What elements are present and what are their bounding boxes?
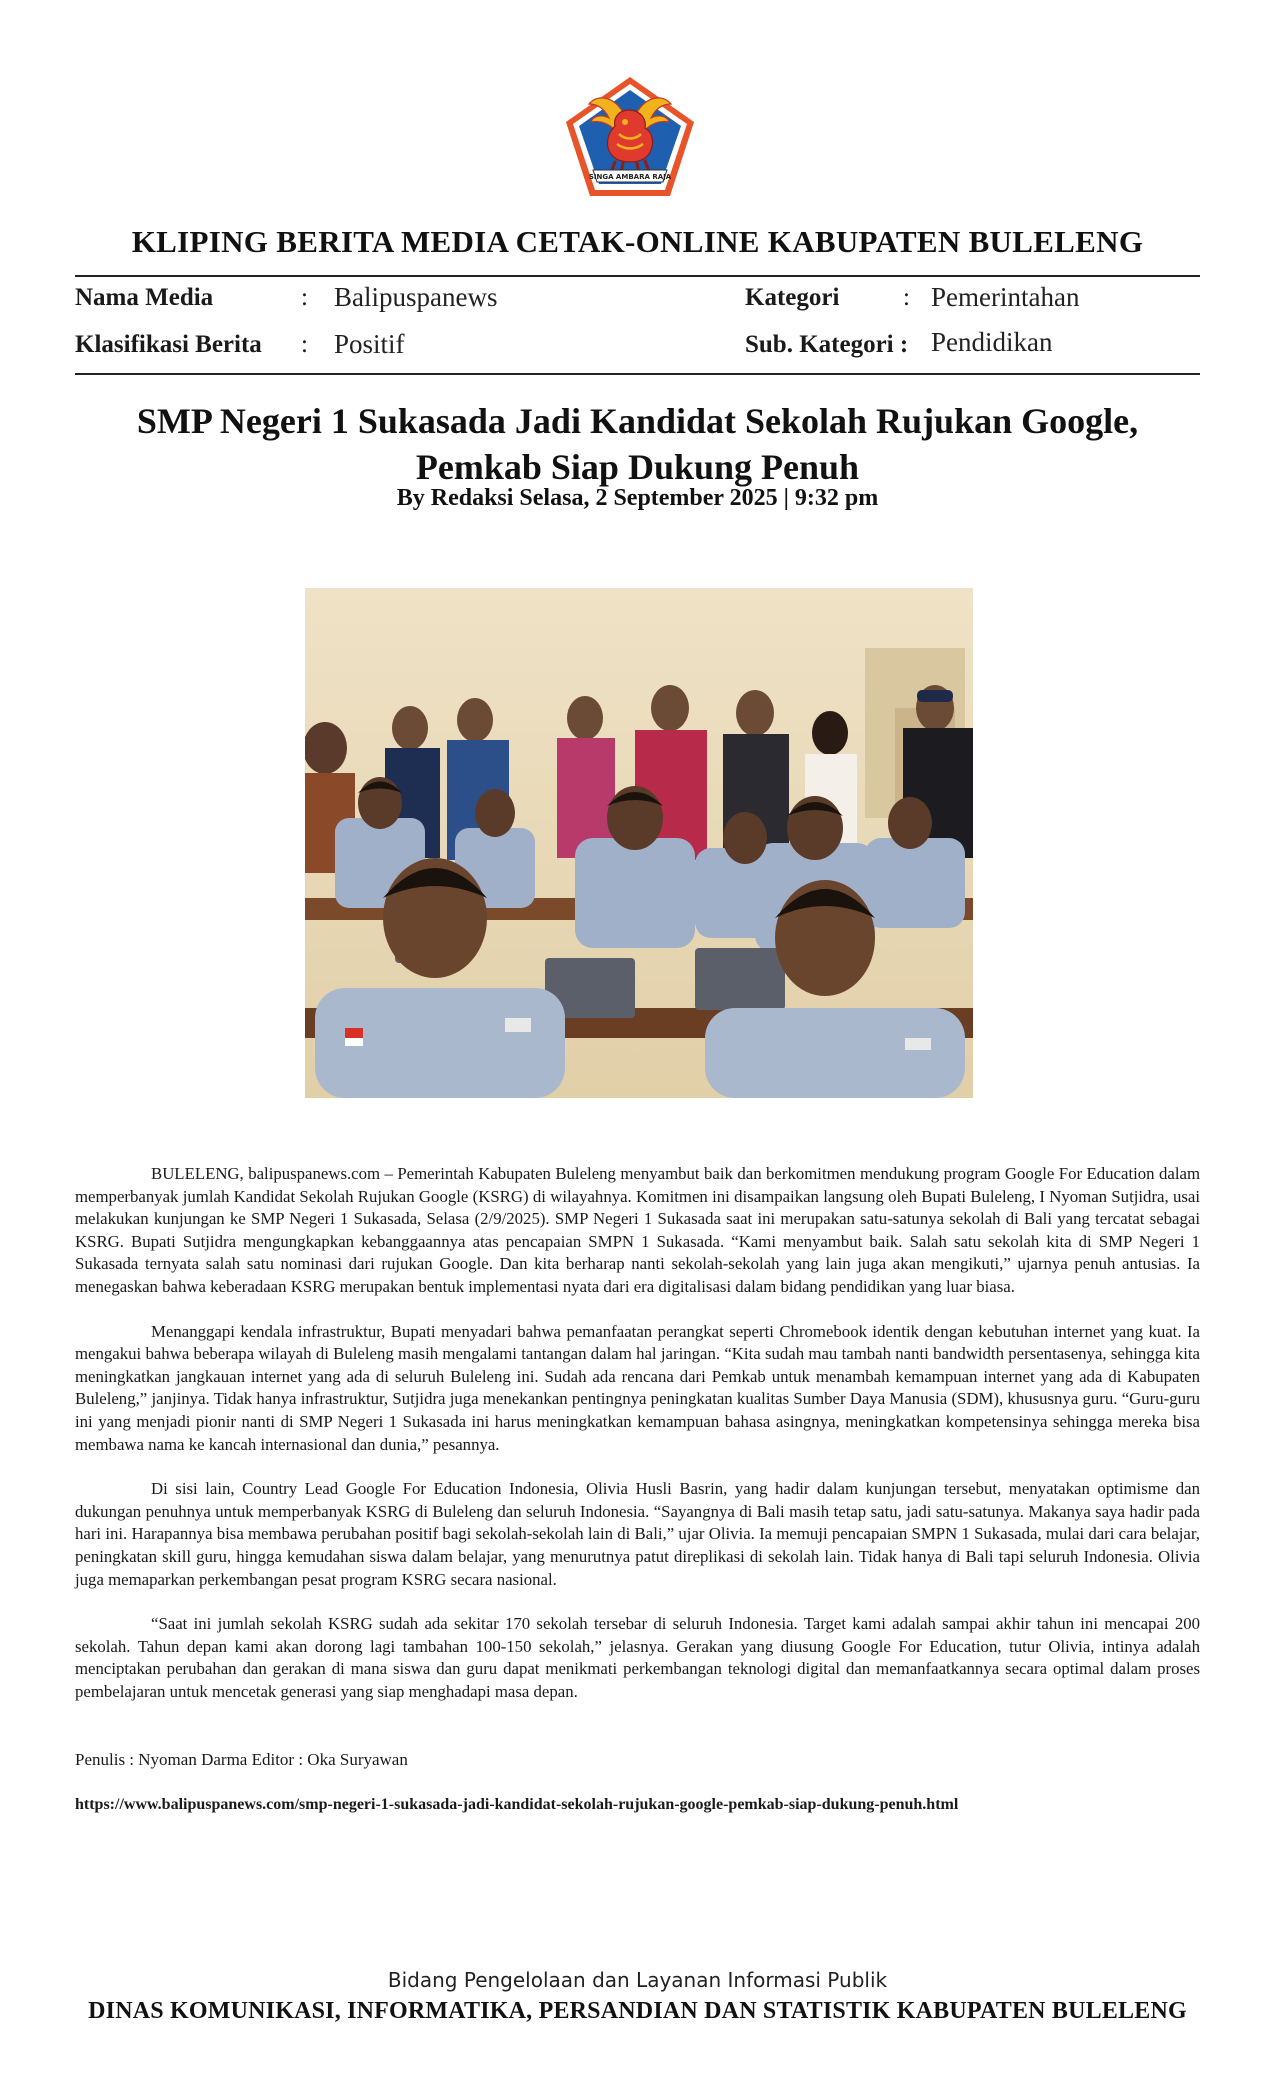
source-url: https://www.balipuspanews.com/smp-negeri-1-sukasada-jadi-kandidat-sekolah-rujukan-google-pemkab-siap-dukung-penuh.html	[75, 1796, 959, 1813]
article-body	[75, 1163, 1200, 1725]
footer-department: Bidang Pengelolaan dan Layanan Informasi Publik	[387, 1968, 888, 1992]
header-divider-bottom	[75, 373, 1200, 375]
kategori-colon: :	[903, 284, 910, 311]
footer-agency: DINAS KOMUNIKASI, INFORMATIKA, PERSANDIAN DAN STATISTIK KABUPATEN BULELENG	[88, 1998, 1187, 2024]
article-photo	[305, 588, 973, 1098]
regency-logo	[563, 74, 697, 200]
article-paragraph: Menanggapi kendala infrastruktur, Bupati menyadari bahwa pemanfaatan perangkat seperti Chromebook identik dengan kebutuhan internet yang kuat. Ia mengakui bahwa beberapa wilayah di Buleleng masih mengalami tantangan dalam hal jaringan. “Kita sudah mau tambah nanti bandwidth persentasenya, sehingga kita meningkatkan jangkauan internet yang ada di seluruh Buleleng ini. Sudah ada rencana dari Pemkab untuk menambah kemampuan internet yang ada di Kabupaten Buleleng,” janjinya. Tidak hanya infrastruktur, Sutjidra juga menekankan pentingnya peningkatan kualitas Sumber Daya Manusia (SDM), khususnya guru. “Guru-guru ini yang menjadi pionir nanti di SMP Negeri 1 Sukasada ini harus meningkatkan kemampuan bahasa asingnya, meningkatkan kompetensinya sehingga mereka bisa membawa nama ke kancah internasional dan dunia,” pesannya.	[75, 1321, 1200, 1454]
article-headline	[100, 398, 1175, 490]
klasifikasi-label: Klasifikasi Berita	[75, 331, 262, 358]
klasifikasi-value: Positif	[334, 329, 405, 359]
article-paragraph: BULELENG, balipuspanews.com – Pemerintah Kabupaten Buleleng menyambut baik dan berkomitmen mendukung program Google For Education dalam memperbanyak jumlah Kandidat Sekolah Rujukan Google (KSRG) di wilayahnya. Komitmen ini disampaikan langsung oleh Bupati Buleleng, I Nyoman Sutjidra, usai melakukan kunjungan ke SMP Negeri 1 Sukasada, Selasa (2/9/2025). SMP Negeri 1 Sukasada saat ini merupakan satu-satunya sekolah di Bali yang tercatat sebagai KSRG. Bupati Sutjidra mengungkapkan kebanggaannya atas pencapaian SMPN 1 Sukasada. “Kami menyambut baik. Salah satu sekolah kita di SMP Negeri 1 Sukasada ternyata salah satu nominasi dari rujukan Google. Dan kita berharap nanti sekolah-sekolah yang lain juga akan mengikuti,” ujarnya penuh antusias. Ia menegaskan bahwa keberadaan KSRG merupakan bentuk implementasi nyata dari era digitalisasi dalam bidang pendidikan yang luar biasa.	[75, 1164, 1200, 1296]
klasifikasi-colon: :	[301, 331, 308, 358]
subkategori-value: Pendidikan	[931, 327, 1053, 357]
article-credit: Penulis : Nyoman Darma Editor : Oka Suryawan	[75, 1750, 408, 1769]
article-paragraph: “Saat ini jumlah sekolah KSRG sudah ada sekitar 170 sekolah tersebar di seluruh Indonesia. Target kami adalah sampai akhir tahun ini mencapai 200 sekolah. Tahun depan kami akan dorong lagi tambahan 100-150 sekolah,” jelasnya. Gerakan yang diusung Google For Education, tutur Olivia, intinya adalah menciptakan perubahan dan gerakan di mana siswa dan guru dapat menikmati perkembangan teknologi digital dan memanfaatkannya secara optimal dalam proses pembelajaran untuk mencetak generasi yang siap menghadapi masa depan.	[75, 1614, 1200, 1701]
classroom-photo-image	[305, 588, 973, 1098]
media-label: Nama Media	[75, 284, 214, 311]
regency-crest-icon	[563, 74, 697, 200]
article-paragraph: Di sisi lain, Country Lead Google For Education Indonesia, Olivia Husli Basrin, yang hadir dalam kunjungan tersebut, menyatakan optimisme dan dukungan penuhnya untuk memperbanyak KSRG di Buleleng dan seluruh Indonesia. “Sayangnya di Bali masih tetap satu, jadi satu-satunya. Makanya saya hadir pada hari ini. Harapannya bisa membawa perubahan positif bagi sekolah-sekolah lain di Bali,” ujar Olivia. Ia memuji pencapaian SMPN 1 Sukasada, mulai dari cara belajar, peningkatan skill guru, hingga kemudahan siswa dalam belajar, yang menurutnya patut direplikasi di sekolah lain. Tidak hanya di Bali tapi seluruh Indonesia. Olivia juga memaparkan perkembangan pesat program KSRG secara nasional.	[75, 1479, 1200, 1589]
media-value: Balipuspanews	[334, 282, 498, 312]
headline-line-2: Pemkab Siap Dukung Penuh	[415, 447, 860, 487]
kategori-value: Pemerintahan	[931, 282, 1080, 312]
article-byline: By Redaksi Selasa, 2 September 2025 | 9:32 pm	[396, 485, 879, 511]
subkategori-label: Sub. Kategori :	[745, 331, 909, 358]
svg-text:SINGA AMBARA RAJA: SINGA AMBARA RAJA	[588, 173, 672, 181]
headline-line-1: SMP Negeri 1 Sukasada Jadi Kandidat Sekolah Rujukan Google,	[136, 401, 1139, 441]
kategori-label: Kategori	[745, 284, 840, 311]
media-colon: :	[301, 284, 308, 311]
document-title: KLIPING BERITA MEDIA CETAK-ONLINE KABUPATEN BULELENG	[131, 224, 1144, 259]
header-divider-top	[75, 275, 1200, 277]
